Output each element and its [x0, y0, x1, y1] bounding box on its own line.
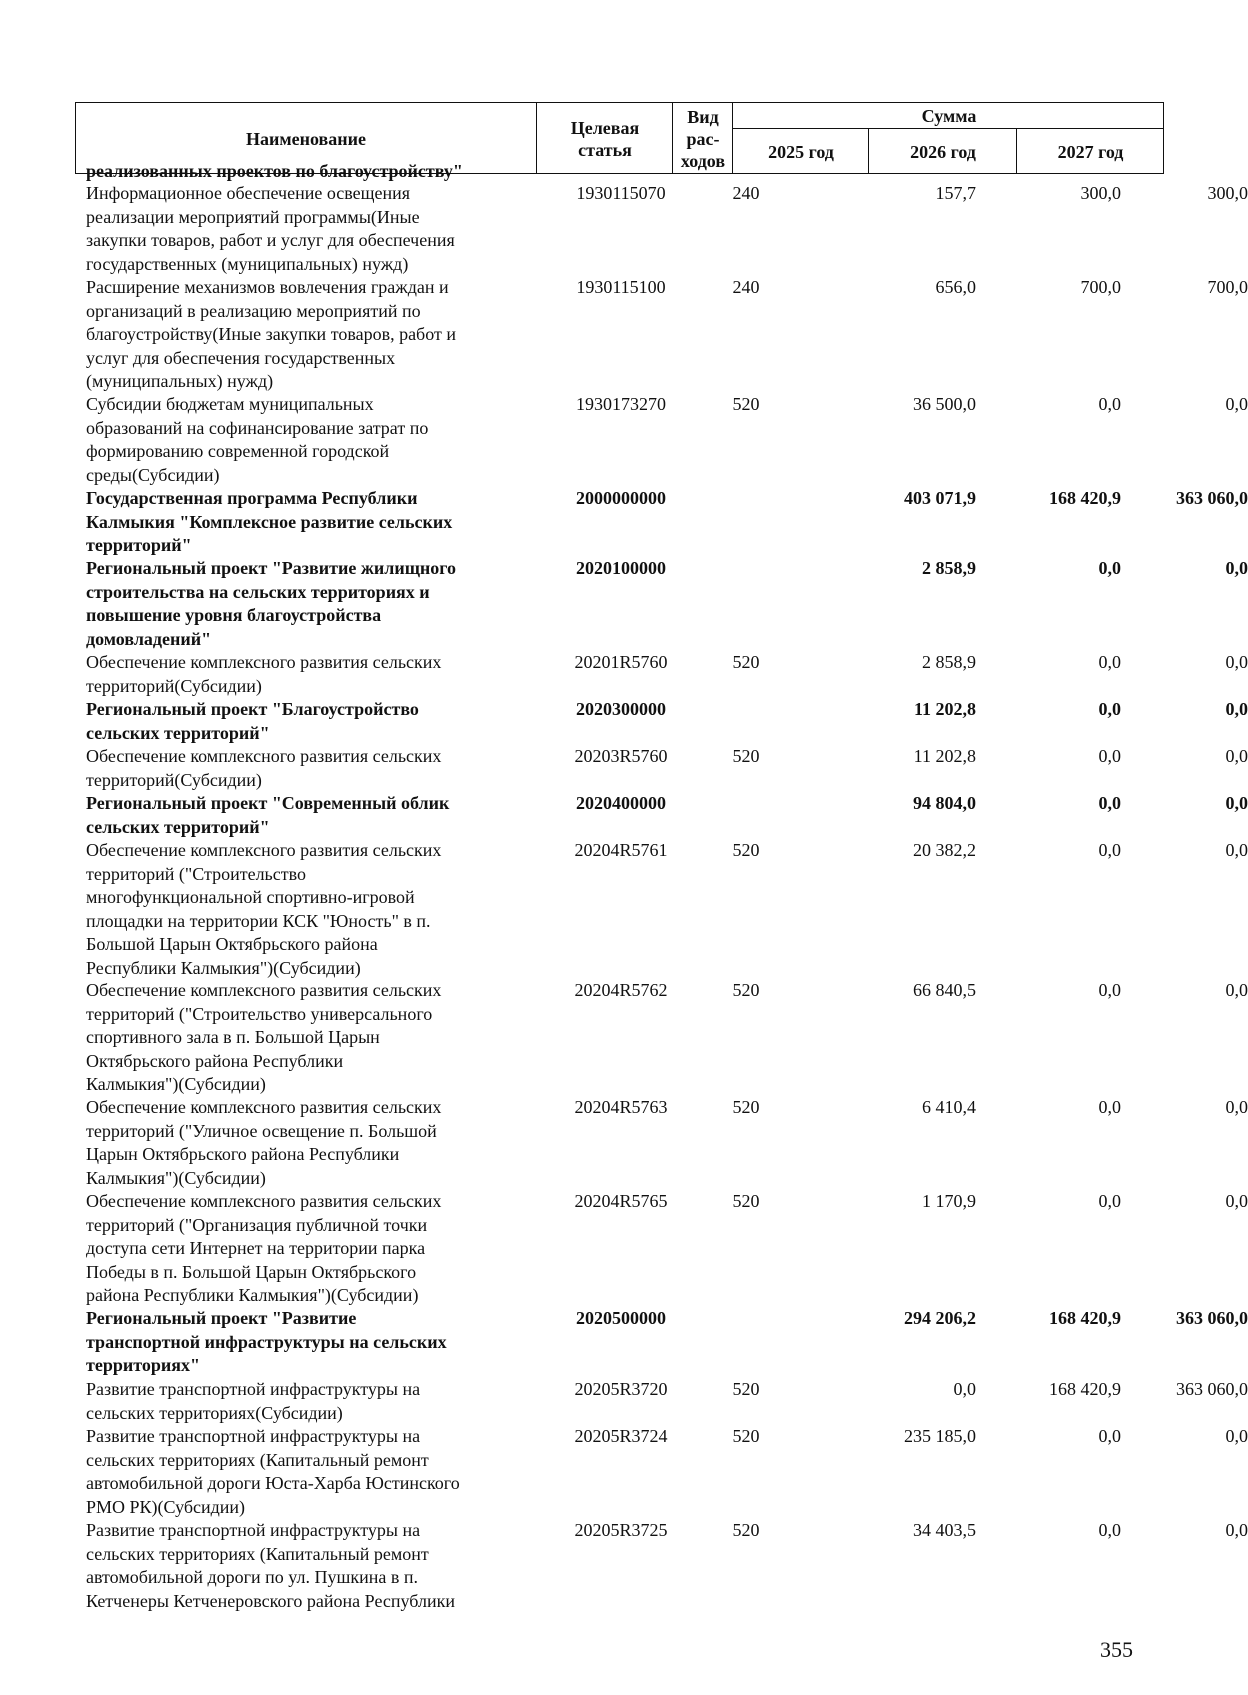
row-target-article: 20201R5760	[574, 652, 668, 672]
row-target-article: 2000000000	[576, 488, 666, 508]
row-sum-2027: 363 060,0	[1176, 1379, 1248, 1399]
row-sum-2025: 157,7	[935, 183, 976, 203]
row-sum-2027: 363 060,0	[1176, 488, 1248, 508]
row-sum-2025: 6 410,4	[922, 1097, 976, 1117]
row-name: Обеспечение комплексного развития сельских территорий(Субсидии)	[86, 746, 442, 790]
row-name: Обеспечение комплексного развития сельских территорий ("Организация публичной точки доступа сети Интернет на территории парка Победы в п. Большой Царын Октябрьского района Республики Калмыкия")(Субсидии)	[86, 1191, 442, 1305]
row-target-article: 20204R5765	[574, 1191, 668, 1211]
row-sum-2026: 0,0	[1098, 840, 1121, 860]
row-sum-2026: 0,0	[1098, 746, 1121, 766]
row-sum-2025: 235 185,0	[904, 1426, 976, 1446]
row-sum-2027: 0,0	[1225, 1191, 1248, 1211]
row-sum-2026: 0,0	[1098, 1520, 1121, 1540]
row-target-article: 1930115070	[576, 183, 666, 203]
row-sum-2025: 66 840,5	[913, 980, 976, 1000]
header-year-2026: 2026 год	[910, 142, 976, 162]
row-sum-2026: 168 420,9	[1049, 1308, 1121, 1328]
row-sum-2025: 20 382,2	[913, 840, 976, 860]
row-target-article: 2020400000	[576, 793, 666, 813]
row-sum-2026: 0,0	[1098, 980, 1121, 1000]
row-sum-2026: 0,0	[1098, 1191, 1121, 1211]
row-sum-2025: 11 202,8	[913, 699, 976, 719]
row-expense-type: 520	[732, 840, 760, 860]
row-sum-2025: 36 500,0	[913, 394, 976, 414]
row-target-article: 20204R5763	[574, 1097, 668, 1117]
row-expense-type: 520	[732, 746, 760, 766]
row-sum-2027: 0,0	[1225, 699, 1248, 719]
row-name: Развитие транспортной инфраструктуры на сельских территориях (Капитальный ремонт автомобильной дороги Юста-Харба Юстинского РМО РК)(Субсидии)	[86, 1426, 460, 1517]
row-target-article: 2020500000	[576, 1308, 666, 1328]
row-name: Развитие транспортной инфраструктуры на сельских территориях (Капитальный ремонт автомобильной дороги по ул. Пушкина в п. Кетченеры Кетченеровского района Республики	[86, 1520, 455, 1611]
row-sum-2025: 1 170,9	[922, 1191, 976, 1211]
row-sum-2026: 0,0	[1098, 1426, 1121, 1446]
row-name: Информационное обеспечение освещения реализации мероприятий программы(Иные закупки товаров, работ и услуг для обеспечения государственных (муниципальных) нужд)	[86, 183, 455, 274]
header-year-2027: 2027 год	[1057, 142, 1124, 162]
row-name: Региональный проект "Современный облик сельских территорий"	[86, 793, 450, 837]
row-sum-2025: 34 403,5	[913, 1520, 976, 1540]
row-sum-2026: 700,0	[1080, 277, 1121, 297]
row-target-article: 20204R5761	[574, 840, 668, 860]
row-sum-2026: 0,0	[1098, 558, 1121, 578]
row-name: Региональный проект "Благоустройство сельских территорий"	[86, 699, 419, 743]
header-sum: Сумма	[921, 105, 977, 126]
row-expense-type: 520	[732, 652, 760, 672]
row-sum-2027: 700,0	[1207, 277, 1248, 297]
row-expense-type: 520	[732, 1097, 760, 1117]
row-sum-2027: 0,0	[1225, 394, 1248, 414]
row-name: Региональный проект "Развитие транспортной инфраструктуры на сельских территориях"	[86, 1308, 447, 1375]
row-sum-2026: 0,0	[1098, 1097, 1121, 1117]
row-sum-2025: 403 071,9	[904, 488, 976, 508]
row-target-article: 1930115100	[576, 277, 666, 297]
row-sum-2025: 2 858,9	[922, 558, 976, 578]
row-sum-2027: 363 060,0	[1176, 1308, 1248, 1328]
row-sum-2025: 294 206,2	[904, 1308, 976, 1328]
row-sum-2027: 0,0	[1225, 1426, 1248, 1446]
row-sum-2027: 0,0	[1225, 980, 1248, 1000]
row-expense-type: 240	[732, 183, 760, 203]
row-name: Обеспечение комплексного развития сельских территорий ("Уличное освещение п. Большой Царын Октябрьского района Республики Калмыкия")(Субсидии)	[86, 1097, 442, 1188]
row-sum-2025: 2 858,9	[922, 652, 976, 672]
row-target-article: 20205R3725	[574, 1520, 668, 1540]
row-sum-2025: 11 202,8	[913, 746, 976, 766]
row-target-article: 20205R3720	[574, 1379, 668, 1399]
row-expense-type: 520	[732, 1191, 760, 1211]
row-expense-type: 520	[732, 1426, 760, 1446]
header-year-2025: 2025 год	[768, 142, 834, 162]
row-target-article: 2020300000	[576, 699, 666, 719]
row-sum-2027: 0,0	[1225, 793, 1248, 813]
row-expense-type: 520	[732, 1379, 760, 1399]
row-name: Обеспечение комплексного развития сельских территорий ("Строительство многофункциональной спортивно-игровой площадки на территории КСК "Юность" в п. Большой Царын Октябрьского района Республики Калмыкия")(Субсидии)	[86, 840, 442, 978]
row-name: Обеспечение комплексного развития сельских территорий ("Строительство универсального спортивного зала в п. Большой Царын Октябрьского района Республики Калмыкия")(Субсидии)	[86, 980, 442, 1094]
row-target-article: 20203R5760	[574, 746, 668, 766]
row-sum-2026: 0,0	[1098, 652, 1121, 672]
row-sum-2027: 0,0	[1225, 746, 1248, 766]
row-sum-2026: 168 420,9	[1049, 1379, 1121, 1399]
row-name: Расширение механизмов вовлечения граждан и организаций в реализацию мероприятий по благоустройству(Иные закупки товаров, работ и услуг для обеспечения государственных (муниципальных) нужд)	[86, 277, 456, 391]
row-name: Развитие транспортной инфраструктуры на сельских территориях(Субсидии)	[86, 1379, 421, 1423]
row-name: Государственная программа Республики Калмыкия "Комплексное развитие сельских территорий"	[86, 488, 453, 555]
row-sum-2025: 0,0	[953, 1379, 976, 1399]
row-target-article: 2020100000	[576, 558, 666, 578]
row-name: Региональный проект "Развитие жилищного строительства на сельских территориях и повышение уровня благоустройства домовладений"	[86, 558, 457, 649]
row-sum-2026: 300,0	[1080, 183, 1121, 203]
row-name: Субсидии бюджетам муниципальных образований на софинансирование затрат по формированию современной городской среды(Субсидии)	[86, 394, 429, 485]
row-sum-2027: 0,0	[1225, 1520, 1248, 1540]
row-expense-type: 520	[732, 980, 760, 1000]
header-name: Наименование	[246, 129, 366, 149]
row-sum-2027: 0,0	[1225, 840, 1248, 860]
row-sum-2027: 0,0	[1225, 1097, 1248, 1117]
row-name: Обеспечение комплексного развития сельских территорий(Субсидии)	[86, 652, 442, 696]
row-sum-2026: 168 420,9	[1049, 488, 1121, 508]
row-sum-2026: 0,0	[1098, 699, 1121, 719]
header-expense-type: Вид рас- ходов	[680, 107, 726, 171]
header-target-article: Целевая статья	[570, 118, 640, 160]
row-sum-2026: 0,0	[1098, 394, 1121, 414]
row-expense-type: 520	[732, 1520, 760, 1540]
row-sum-2025: 656,0	[935, 277, 976, 297]
row-sum-2027: 300,0	[1207, 183, 1248, 203]
row-expense-type: 240	[732, 277, 760, 297]
row-name: реализованных проектов по благоустройству"	[86, 161, 463, 181]
row-target-article: 20204R5762	[574, 980, 668, 1000]
row-sum-2027: 0,0	[1225, 558, 1248, 578]
row-sum-2025: 94 804,0	[913, 793, 976, 813]
row-sum-2027: 0,0	[1225, 652, 1248, 672]
page-number: 355	[1100, 1637, 1133, 1662]
row-expense-type: 520	[732, 394, 760, 414]
row-target-article: 20205R3724	[574, 1426, 668, 1446]
row-target-article: 1930173270	[576, 394, 666, 414]
row-sum-2026: 0,0	[1098, 793, 1121, 813]
